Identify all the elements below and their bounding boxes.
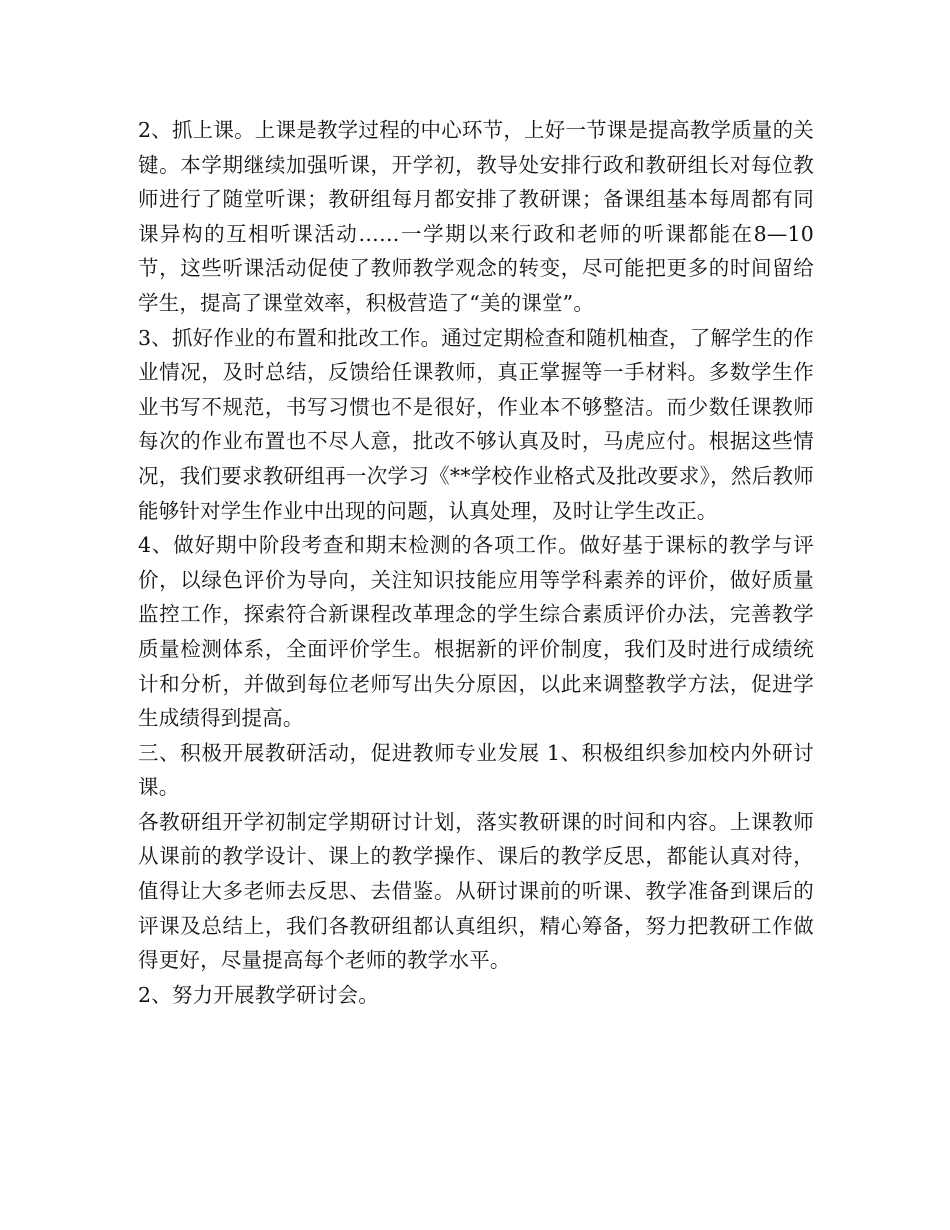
section-heading-teaching-research: 三、积极开展教研活动，促进教师专业发展 1、积极组织参加校内外研讨课。 — [138, 740, 814, 800]
paragraph-seminar: 2、努力开展教学研讨会。 — [138, 982, 379, 1007]
paragraph-exams: 4、做好期中阶段考查和期末检测的各项工作。做好基于课标的教学与评价，以绿色评价为导向，关注知识技能应用等学科素养的评价，做好质量监控工作，探索符合新课程改革理念的学生综合素质评价办法，完善教学质量检测体系，全面评价学生。根据新的评价制度，我们及时进行成绩统计和分析，并做到每位老师写出失分原因，以此来调整教学方法，促进学生成绩得到提高。 — [138, 533, 814, 731]
paragraph-class-teaching: 2、抓上课。上课是教学过程的中心环节，上好一节课是提高教学质量的关键。本学期继续加强听课，开学初，教导处安排行政和教研组长对每位教师进行了随堂听课；教研组每月都安排了教研课；备课组基本每周都有同课异构的互相听课活动……一学期以来行政和老师的听课都能在8—10节，这些听课活动促使了教师教学观念的转变，尽可能把更多的时间留给学生，提高了课堂效率，积极营造了“美的课堂”。 — [138, 118, 814, 315]
paragraph-homework: 3、抓好作业的布置和批改工作。通过定期检查和随机柚查，了解学生的作业情况，及时总结，反馈给任课教师，真正掌握等一手材料。多数学生作业书写不规范，书写习惯也不是很好，作业本不够整洁。而少数任课教师每次的作业布置也不尽人意，批改不够认真及时，马虎应付。根据这些情况，我们要求教研组再一次学习《**学校作业格式及批改要求》，然后教师能够针对学生作业中出现的问题，认真处理，及时让学生改正。 — [138, 325, 814, 523]
document-body — [138, 113, 814, 1012]
paragraph-research-groups: 各教研组开学初制定学期研讨计划，落实教研课的时间和内容。上课教师从课前的教学设计、课上的教学操作、课后的教学反思，都能认真对待，值得让大多老师去反思、去借鉴。从研讨课前的听课、教学准备到课后的评课及总结上，我们各教研组都认真组织，精心筹备，努力把教研工作做得更好，尽量提高每个老师的教学水平。 — [138, 809, 814, 973]
